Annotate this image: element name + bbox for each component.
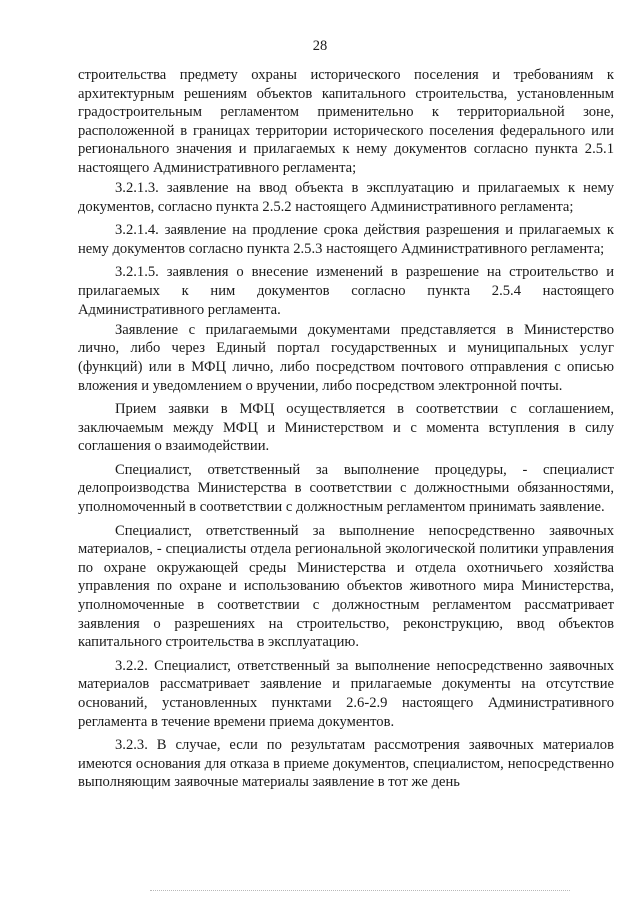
paragraph-3: 3.2.1.4. заявление на продление срока действия разрешения и прилагаемых к нему документов согласно пункта 2.5.3 настоящего Административного регламента; bbox=[78, 222, 614, 257]
scan-artifact-line bbox=[150, 890, 570, 891]
paragraph-1: строительства предмету охраны исторического поселения и требованиям к архитектурным решениям объектов капитального строительства, установленным градостроительным регламентом применительно к территориальной зоне, расположенной в границах территории исторического поселения федерального или регионального значения и прилагаемых к нему документов согласно пункта 2.5.1 настоящего Административного регламента; bbox=[78, 67, 614, 176]
paragraph-9: 3.2.2. Специалист, ответственный за выполнение непосредственно заявочных материалов рассматривает заявление и прилагаемые документы на отсутствие оснований, установленных пунктами 2.6-2.9 настоящего Административного регламента в течение времени приема документов. bbox=[78, 657, 614, 730]
paragraph-8: Специалист, ответственный за выполнение непосредственно заявочных материалов, - специалисты отдела региональной экологической политики управления по охране окружающей среды Министерства и отдела охотничьего хозяйства управления по охране и использованию объектов животного мира Министерства, уполномоченные в соответствии с должностным регламентом рассматривает заявления о разрешениях на строительство, реконструкцию, ввод объектов капитального строительства в эксплуатацию. bbox=[78, 522, 614, 651]
paragraph-10: 3.2.3. В случае, если по результатам рассмотрения заявочных материалов имеются основания для отказа в приеме документов, специалистом, непосредственно выполняющим заявочные материалы заявление в тот же день bbox=[78, 737, 614, 791]
paragraph-4: 3.2.1.5. заявления о внесение изменений в разрешение на строительство и прилагаемых к ним документов согласно пункта 2.5.4 настоящего Административного регламента. bbox=[78, 264, 614, 318]
paragraph-7: Специалист, ответственный за выполнение процедуры, - специалист делопроизводства Министерства в соответствии с должностными обязанностями, уполномоченный в соответствии с должностным регламентом принимать заявление. bbox=[78, 461, 614, 516]
paragraph-5: Заявление с прилагаемыми документами представляется в Министерство лично, либо через Единый портал государственных и муниципальных услуг (функций) или в МФЦ лично, либо посредством почтового отправления с описью вложения и уведомлением о вручении, либо посредством электронной почты. bbox=[78, 321, 614, 394]
paragraph-6: Прием заявки в МФЦ осуществляется в соответствии с соглашением, заключаемым между МФЦ и Министерством и с момента вступления в силу соглашения о взаимодействии. bbox=[78, 401, 614, 455]
paragraph-2: 3.2.1.3. заявление на ввод объекта в эксплуатацию и прилагаемых к нему документов, согласно пункта 2.5.2 настоящего Административного регламента; bbox=[78, 180, 614, 215]
document-body bbox=[78, 66, 614, 792]
page-number: 28 bbox=[312, 38, 328, 54]
